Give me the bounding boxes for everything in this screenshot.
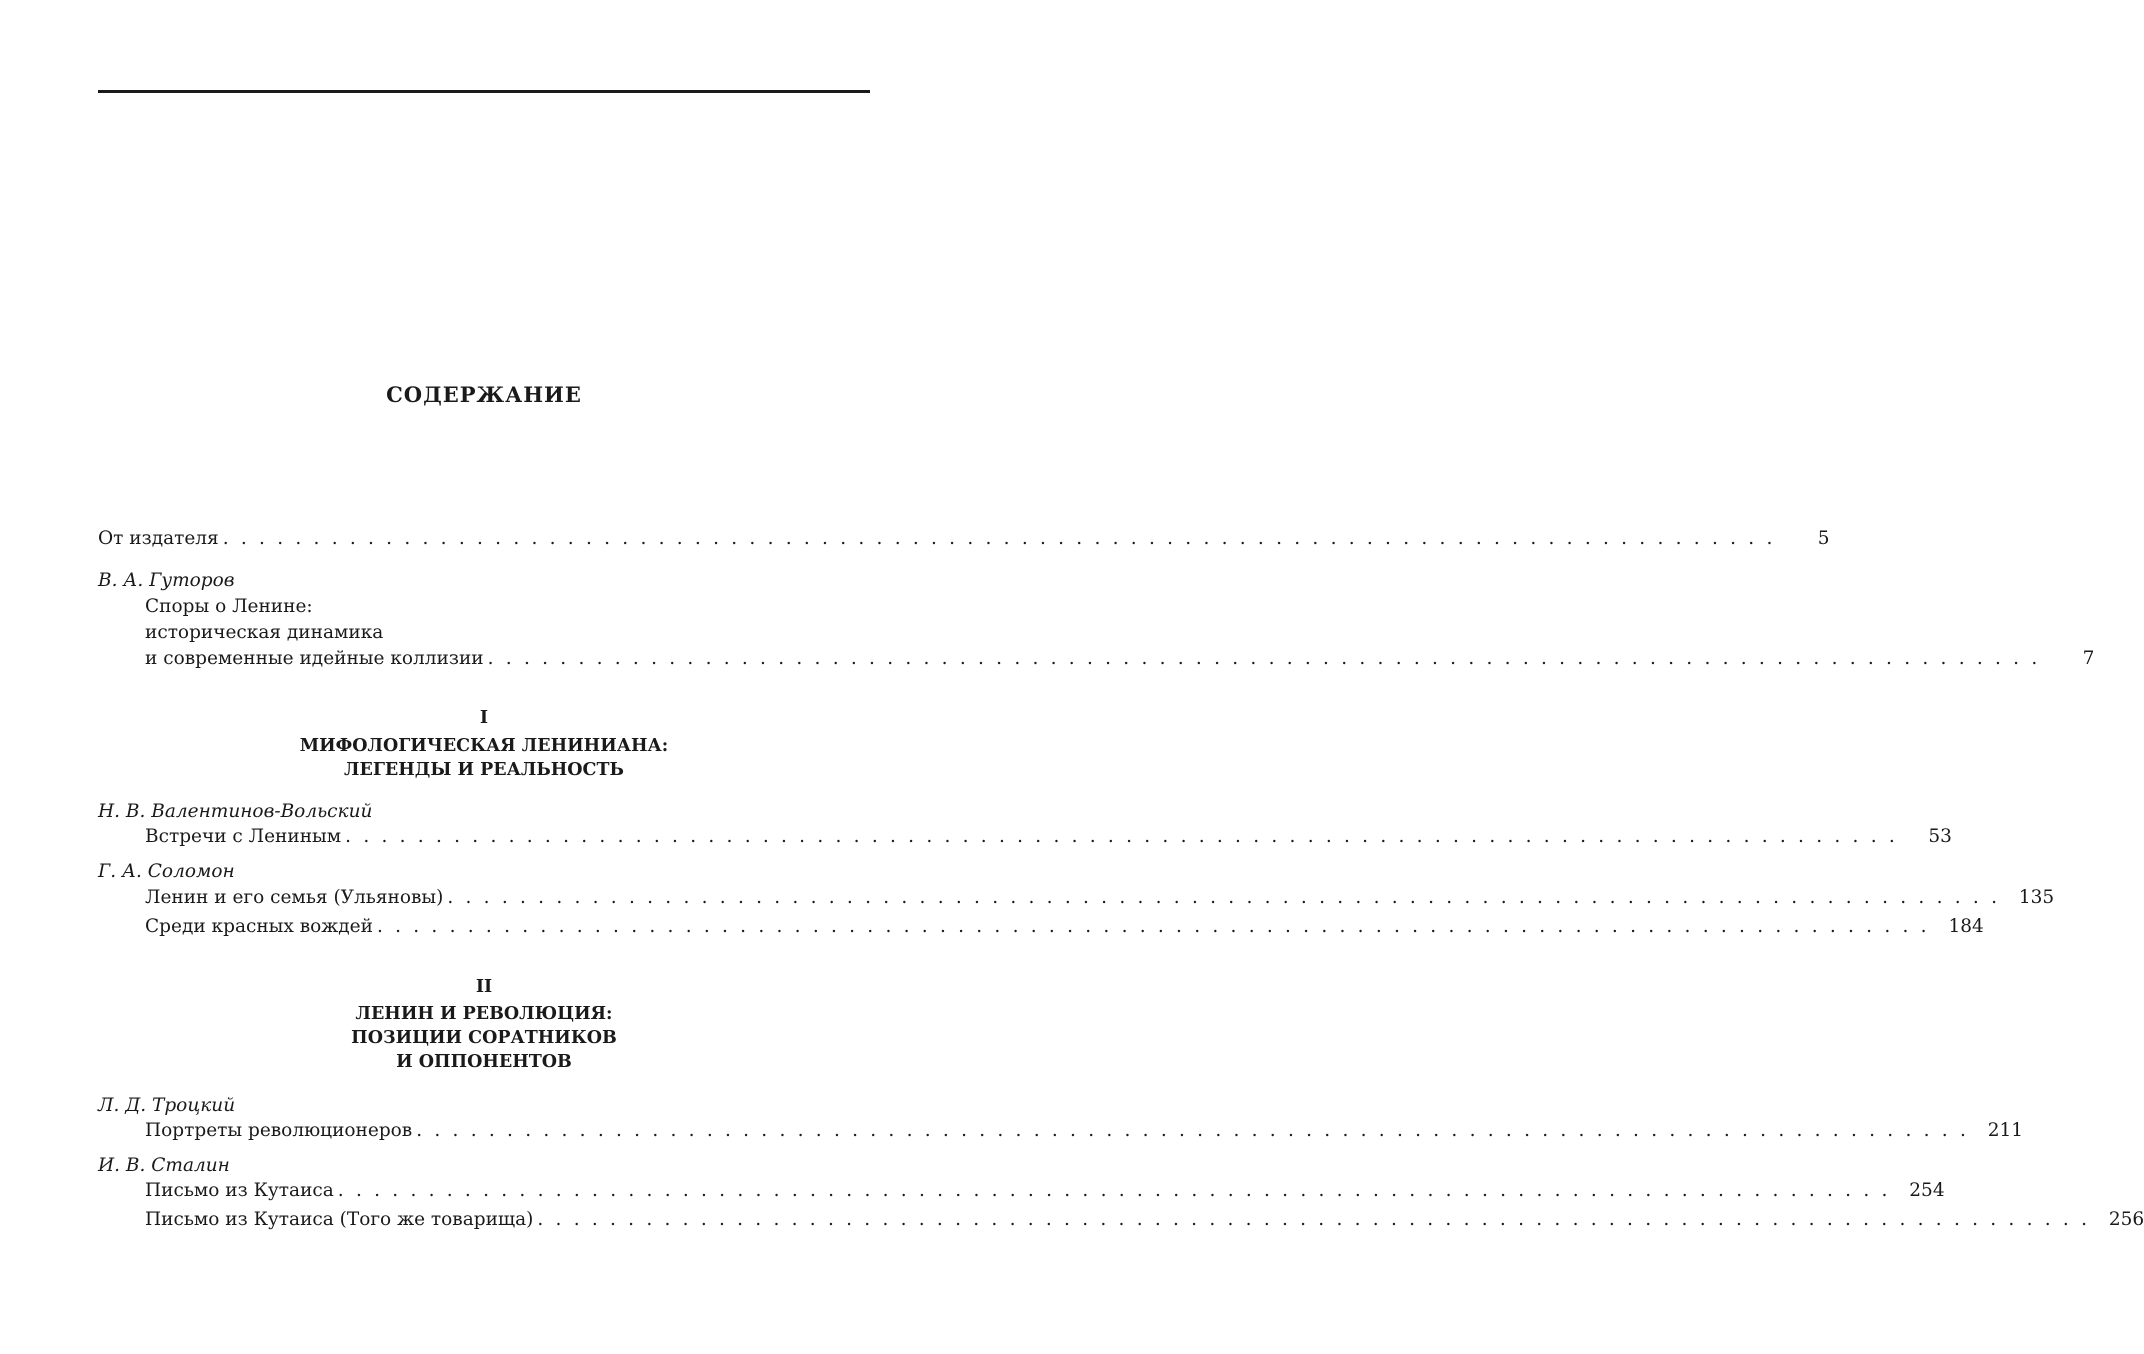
dot-leader: . . . . . . . . . . . . . . . . . . . . . . . . . . . . . . . . . . . . . . . . . . . . . . . . . . . . . . . . . . . . . . . . . . . . . . . . . . . . . . . . . . . . . . [345,826,1898,847]
toc-page-number: 53 [1928,826,1952,847]
section-numeral: II [475,977,493,997]
toc-entry-trotsky[interactable] [145,1118,2024,1144]
toc-entry-title: От издателя [98,528,219,549]
toc-page-number: 135 [2018,887,2055,908]
section-heading: ЛЕГЕНДЫ И РЕАЛЬНОСТЬ [344,760,624,780]
toc-author: Г. А. Соломон [98,861,235,882]
section-heading: И ОППОНЕНТОВ [396,1052,572,1072]
header-rule [98,90,870,93]
dot-leader: . . . . . . . . . . . . . . . . . . . . . . . . . . . . . . . . . . . . . . . . . . . . . . . . . . . . . . . . . . . . . . . . . . . . . . . . . . . . . . . . . . . . . . [416,1120,1970,1141]
section-numeral: I [479,708,489,728]
dot-leader: . . . . . . . . . . . . . . . . . . . . . . . . . . . . . . . . . . . . . . . . . . . . . . . . . . . . . . . . . . . . . . . . . . . . . . . . . . . . . . . . . . . . . . [222,528,1776,549]
toc-entry-solomon-2[interactable] [145,914,1984,940]
toc-entry-stalin-1[interactable] [145,1178,1945,1204]
section-heading: ЛЕНИН И РЕВОЛЮЦИЯ: [355,1004,613,1024]
toc-entry-title-line: историческая динамика [145,622,384,643]
section-heading: МИФОЛОГИЧЕСКАЯ ЛЕНИНИАНА: [299,736,669,756]
toc-author: Л. Д. Троцкий [98,1095,236,1116]
toc-page-number: 184 [1948,916,1984,937]
toc-entry-title: Письмо из Кутаиса (Того же товарища) [145,1209,534,1230]
toc-entry-title: Портреты революционеров [145,1120,413,1141]
toc-entry-valentinov[interactable] [145,824,1952,850]
toc-author: И. В. Сталин [98,1155,230,1176]
toc-entry-title-line: Споры о Ленине: [145,596,313,617]
toc-entry-title: Встречи с Лениным [145,826,342,847]
toc-page-number: 5 [1817,528,1830,549]
dot-leader: . . . . . . . . . . . . . . . . . . . . . . . . . . . . . . . . . . . . . . . . . . . . . . . . . . . . . . . . . . . . . . . . . . . . . . . . . . . . . . . . . . . . . . [447,887,2001,908]
toc-page-number: 254 [1909,1180,1945,1201]
toc-entry-title: Ленин и его семья (Ульяновы) [145,887,444,908]
dot-leader: . . . . . . . . . . . . . . . . . . . . . . . . . . . . . . . . . . . . . . . . . . . . . . . . . . . . . . . . . . . . . . . . . . . . . . . . . . . . . . . . . . . . . . [537,1209,2091,1230]
toc-author: Н. В. Валентинов-Вольский [98,801,373,822]
dot-leader: . . . . . . . . . . . . . . . . . . . . . . . . . . . . . . . . . . . . . . . . . . . . . . . . . . . . . . . . . . . . . . . . . . . . . . . . . . . . . . . . . . . . . . [376,916,1930,937]
toc-page-number: 211 [1987,1120,2024,1141]
toc-entry-title: Среди красных вождей [145,916,373,937]
toc-entry-solomon-1[interactable] [145,885,2055,911]
toc-entry-publisher[interactable] [98,526,1830,552]
toc-entry-title: Письмо из Кутаиса [145,1180,334,1201]
toc-author: В. А. Гуторов [98,570,235,591]
toc-entry-title: и современные идейные коллизии [145,648,484,669]
toc-entry-stalin-2[interactable] [145,1207,2144,1233]
dot-leader: . . . . . . . . . . . . . . . . . . . . . . . . . . . . . . . . . . . . . . . . . . . . . . . . . . . . . . . . . . . . . . . . . . . . . . . . . . . . . . . . . . . . . . [487,648,2041,669]
page-title: СОДЕРЖАНИЕ [386,382,582,407]
toc-page-number: 256 [2108,1209,2144,1230]
section-heading: ПОЗИЦИИ СОРАТНИКОВ [351,1028,617,1048]
dot-leader: . . . . . . . . . . . . . . . . . . . . . . . . . . . . . . . . . . . . . . . . . . . . . . . . . . . . . . . . . . . . . . . . . . . . . . . . . . . . . . . . . . . . . . [337,1180,1891,1201]
toc-page-number: 7 [2082,648,2095,669]
toc-entry-gutorov[interactable] [145,646,2095,672]
